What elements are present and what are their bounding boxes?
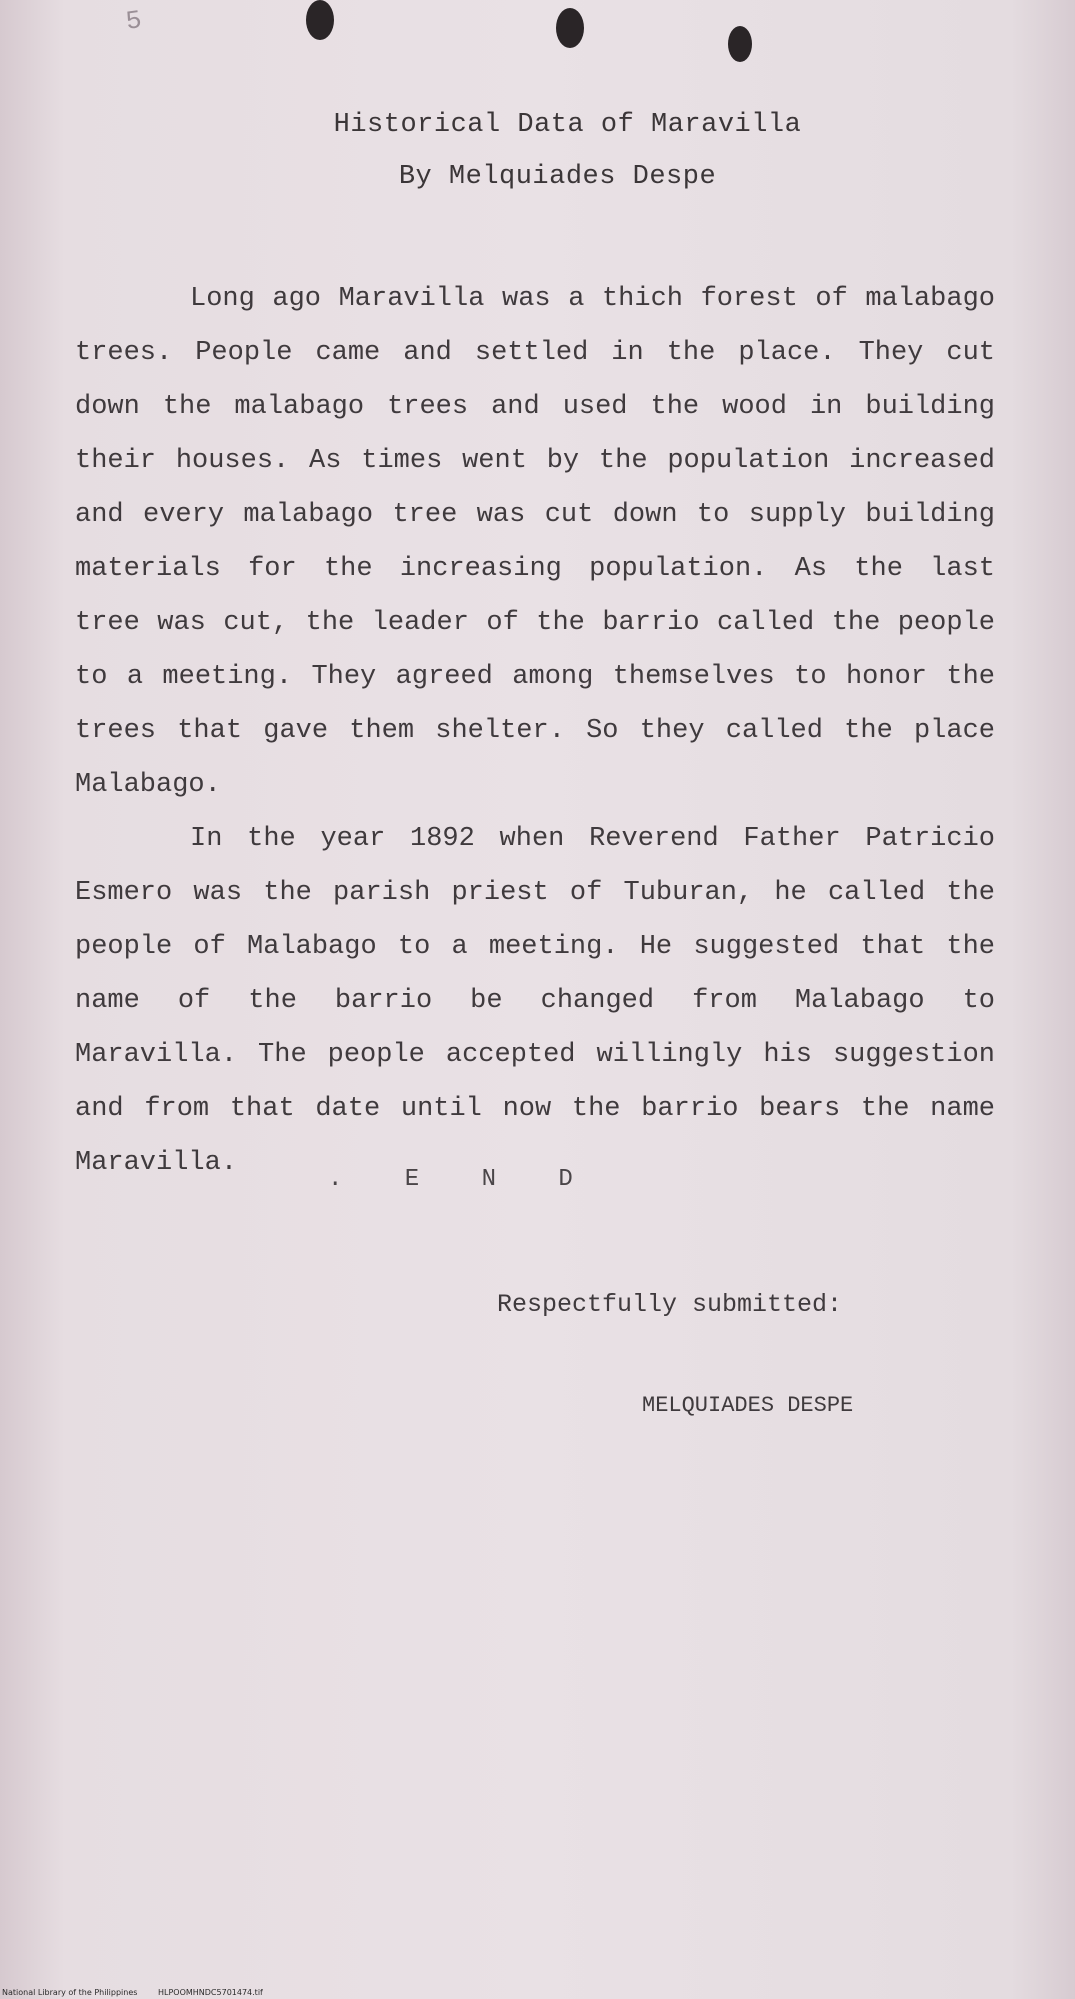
body-text xyxy=(75,272,995,1190)
punch-hole xyxy=(556,8,584,48)
punch-hole xyxy=(728,26,752,62)
author-line: By Melquiades Despe xyxy=(398,162,717,192)
corner-page-mark: 5 xyxy=(123,5,144,37)
signature-name: MELQUIADES DESPE xyxy=(642,1393,854,1418)
footer-filename: HLPOOMHNDC5701474.tif xyxy=(157,1988,263,1997)
closing-text: Respectfully submitted: xyxy=(497,1290,843,1319)
paragraph: In the year 1892 when Reverend Father Patricio Esmero was the parish priest of Tuburan, he called the people of Malabago to a meeting. He suggested that the name of the barrio be changed from Malabago to Maravilla. The people accepted willingly his suggestion and from that date until now the barrio bears the name Maravilla. xyxy=(75,824,995,1178)
punch-hole xyxy=(306,0,334,40)
paragraph: Long ago Maravilla was a thich forest of malabago trees. People came and settled in the place. They cut down the malabago trees and used the wood in building their houses. As times went by the population increased and every malabago tree was cut down to supply building materials for the increasing population. As the last tree was cut, the leader of the barrio called the people to a meeting. They agreed among themselves to honor the trees that gave them shelter. So they called the place Malabago. xyxy=(75,284,995,800)
document-title: Historical Data of Maravilla xyxy=(333,110,802,140)
end-mark: . E N D xyxy=(328,1166,573,1193)
scan-footer xyxy=(2,1988,281,1997)
footer-library: National Library of the Philippines xyxy=(2,1988,138,1997)
